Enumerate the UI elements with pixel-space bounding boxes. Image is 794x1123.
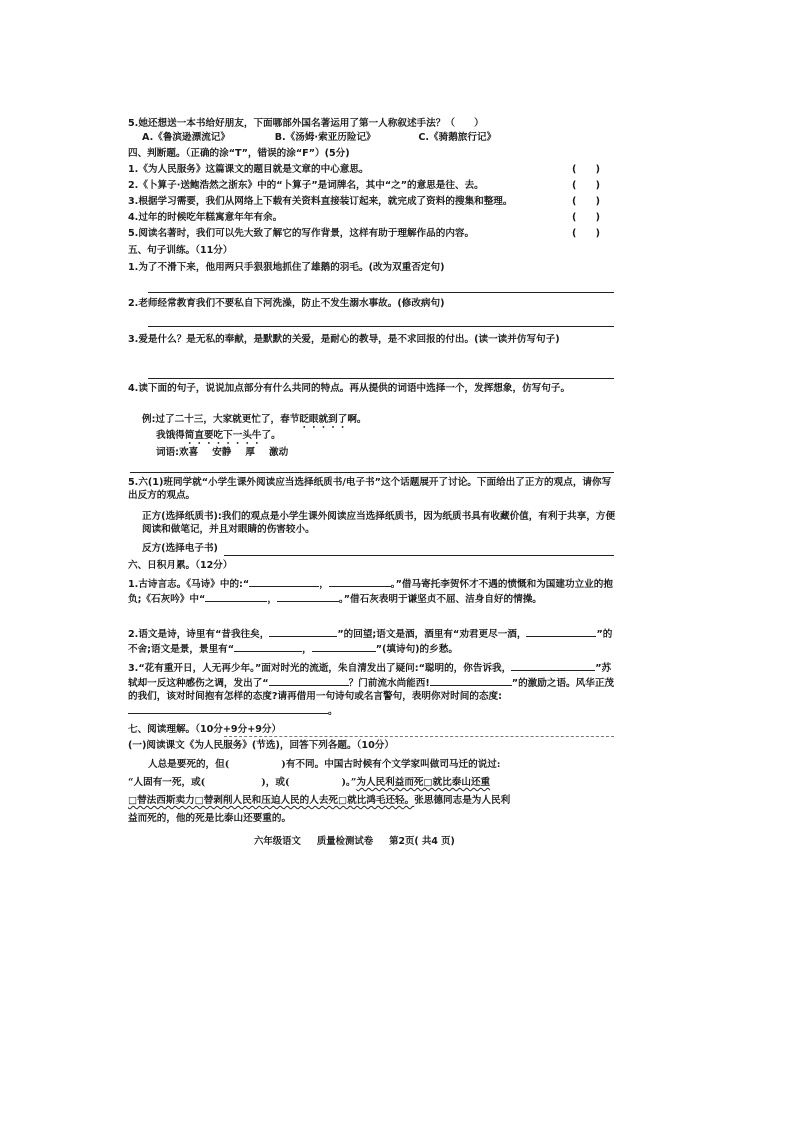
word-1: 欢喜 <box>179 447 199 458</box>
footer-subject: 六年级语文 <box>254 836 301 847</box>
answer-line-q3[interactable] <box>148 378 614 379</box>
q5-recommend-question: 5.她还想送一本书给好朋友，下面哪部外国名著运用了第一人称叙述手法？（ ） <box>128 118 484 129</box>
sentence-q1: 1.为了不滑下来，他用两只手狠狠地抓住了雄鹅的羽毛。(改为双重否定句) <box>128 262 445 273</box>
word-2: 安静 <box>212 447 232 458</box>
word-3: 厚 <box>245 447 255 458</box>
section6-title: 六、日积月累。（12分） <box>128 560 233 571</box>
judge-item-3: 3.根据学习需要，我们从网络上下载有关资料直接装订起来，就完成了资料的搜集和整理。 <box>128 196 513 207</box>
con-answer-line[interactable] <box>224 555 614 556</box>
judge-item-1: 1.《为人民服务》这篇课文的题目就是文章的中心意思。 <box>128 164 369 175</box>
option-b[interactable]: B.《汤姆·索亚历险记》 <box>274 132 376 143</box>
accumulate-q1: 1.古诗言志。《马诗》中的:“ ， 。”借马寄托李贺怀才不遇的愤慨和为国建功立业的抱负;《石灰吟》中“ ， 。”借石灰表明于谦坚贞不屈、洁身自好的情操。 <box>128 579 613 605</box>
example-sentence-2: 我饿得简直要吃下一头牛了。 <box>156 430 281 441</box>
blank-8[interactable] <box>312 642 376 652</box>
sentence-q5: 5.六(1)班同学就“小学生课外阅读应当选择纸质书/电子书”这个话题展开了讨论。下面给出了正方的观点，请你写出反方的观点。 <box>128 477 612 501</box>
q5-options <box>142 132 496 145</box>
blank-3[interactable] <box>205 592 267 602</box>
judge-answer-3[interactable]: ( ) <box>572 196 600 207</box>
judge-answer-5[interactable]: ( ) <box>572 228 600 239</box>
answer-line-q2[interactable] <box>148 326 614 327</box>
blank-7[interactable] <box>234 642 302 652</box>
example-sentence-1: 例:过了二十三，大家就更忙了，春节眨眼就到了啊。 <box>142 414 367 425</box>
wavy-underlined-2: □替法西斯卖力□替剥削人民和压迫人民的人去死□就比鸿毛还轻。 <box>128 795 415 806</box>
section7-title: 七、阅读理解。（10分+9分+9分） <box>128 724 282 735</box>
judge-item-5: 5.阅读名著时，我们可以先大致了解它的写作背景，这样有助于理解作品的内容。 <box>128 228 475 239</box>
section4-title: 四、判断题。（正确的涂“T”，错误的涂“F”）(5分) <box>128 148 350 159</box>
blank-6[interactable] <box>526 627 596 637</box>
dotted-phrase-2: 简直要吃下一头牛 <box>184 430 262 441</box>
blank-9[interactable] <box>511 661 595 671</box>
passage-line-4: 益而死的，他的死是比泰山还要重的。 <box>128 813 292 824</box>
judge-answer-2[interactable]: ( ) <box>572 180 600 191</box>
judge-answer-4[interactable]: ( ) <box>572 212 600 223</box>
blank-12[interactable] <box>128 704 328 714</box>
word-4: 激动 <box>269 447 289 458</box>
passage-line-2: “人固有一死，或( )，或( )。”为人民利益而死□就比泰山还重 <box>128 777 491 788</box>
option-c[interactable]: C.《骑鹅旅行记》 <box>418 132 497 143</box>
page-footer <box>254 833 471 847</box>
passage-line-3: □替法西斯卖力□替剥削人民和压迫人民的人去死□就比鸿毛还轻。张思德同志是为人民利 <box>128 795 511 806</box>
blank-1[interactable] <box>249 577 319 587</box>
judge-answer-1[interactable]: ( ) <box>572 164 600 175</box>
footer-exam: 质量检测试卷 <box>316 836 374 847</box>
accumulate-q3: 3.“花有重开日，人无再少年。”面对时光的流逝，朱自清发出了疑问:“聪明的，你告诉我， ”苏轼却一反这种感伤之调，发出了“ ？门前流水尚能西! ”的激励之语。风华正茂的我们，该对时间抱有怎样的态度?请再借用一句诗句或名言警句，表明你对时间的态度:。 <box>128 663 615 717</box>
answer-line-q4[interactable] <box>130 472 614 473</box>
sentence-q2: 2.老师经常教育我们不要私自下河洗澡，防止不发生溺水事故。(修改病句) <box>128 298 445 309</box>
reading-sub1-title: (一)阅读课文《为人民服务》(节选)，回答下列各题。（10分） <box>128 740 394 751</box>
blank-11[interactable] <box>430 676 512 686</box>
blank-5[interactable] <box>269 627 337 637</box>
judge-item-2: 2.《卜算子·送鲍浩然之浙东》中的“卜算子”是词牌名，其中“之”的意思是往、去。 <box>128 180 484 191</box>
blank-2[interactable] <box>329 577 391 587</box>
con-label: 反方(选择电子书) <box>142 543 218 554</box>
section5-title: 五、句子训练。（11分） <box>128 245 233 256</box>
judge-item-4: 4.过年的时候吃年糕寓意年年有余。 <box>128 212 283 223</box>
wavy-underlined-1: 为人民利益而死□就比泰山还重 <box>356 777 491 788</box>
blank-10[interactable] <box>269 676 349 686</box>
sentence-q4: 4.读下面的句子，说说加点部分有什么共同的特点。再从提供的词语中选择一个，发挥想象，仿写句子。 <box>128 383 571 394</box>
blank-4[interactable] <box>277 592 339 602</box>
pro-view: 正方(选择纸质书):我们的观点是小学生课外阅读应当选择纸质书，因为纸质书具有收藏价值，有利于共享，方便阅读和做笔记，并且对眼睛的伤害较小。 <box>142 511 616 535</box>
answer-line-q1[interactable] <box>148 292 614 293</box>
section-divider <box>224 736 614 737</box>
accumulate-q2: 2.语文是诗，诗里有“昔我往矣， ”的回望;语文是酒，酒里有“劝君更尽一酒， ”的不舍;语文是景，景里有“ ， ”(填诗句)的乡愁。 <box>128 629 613 655</box>
sentence-q3: 3.爱是什么？是无私的奉献，是默默的关爱，是耐心的教导，是不求回报的付出。(读一读并仿写句子) <box>128 334 560 345</box>
option-a[interactable]: A.《鲁滨逊漂流记》 <box>142 132 230 143</box>
footer-page: 第2页( 共4 页) <box>389 836 455 847</box>
word-bank: 词语:欢喜 安静 厚 激动 <box>156 447 289 458</box>
passage-line-1: 人总是要死的，但( )有不同。中国古时候有个文学家叫做司马迁的说过: <box>148 759 501 770</box>
dotted-phrase-1: 眨眼就到了 <box>299 414 348 425</box>
